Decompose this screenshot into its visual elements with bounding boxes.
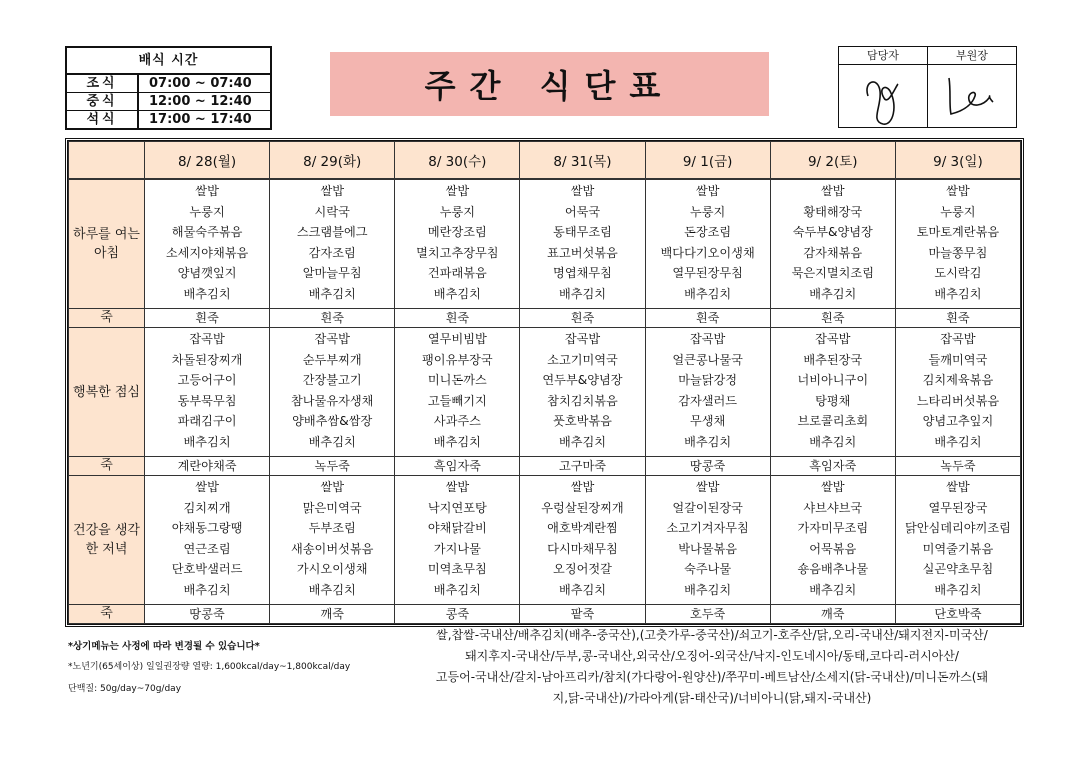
- menu-item: 쌀밥: [570, 480, 595, 494]
- menu-item: 단호박샐러드: [171, 562, 243, 577]
- menu-item: 배추김치: [433, 434, 481, 449]
- approval-box: [838, 46, 1017, 128]
- menu-item: 양념깻잎지: [177, 266, 237, 281]
- menu-item: 잡곡밥: [815, 332, 851, 346]
- menu-item: 알마늘무침: [302, 266, 362, 281]
- menu-item: 어묵볶음: [809, 541, 857, 556]
- menu-item: 배추김치: [308, 582, 356, 597]
- origin-line: 돼지후지-국내산/두부,콩-국내산,외국산/오징어-외국산/낙지-인도네시아/동태,코다리-러시아산/: [465, 649, 959, 663]
- menu-item: 오징어젓갈: [553, 562, 612, 577]
- juk-cell: 계란야채죽: [145, 457, 270, 476]
- meal-times-header: 배식 시간: [67, 48, 270, 75]
- lunch-cell: [270, 328, 395, 457]
- menu-item: 너비아니구이: [797, 373, 869, 388]
- menu-item: 배추김치: [684, 434, 732, 449]
- menu-item: 실곤약초무침: [922, 562, 994, 577]
- menu-item: 돈장조림: [684, 225, 732, 240]
- menu-item: 잡곡밥: [189, 332, 225, 346]
- menu-item: 명엽채무침: [553, 266, 612, 281]
- corner-cell: [69, 142, 145, 180]
- breakfast-cell: [645, 179, 770, 309]
- dinner-cell: [145, 476, 270, 605]
- nutrition-protein: 단백질: 50g/day~70g/day: [68, 684, 182, 694]
- meal-time-value: 12:00 ~ 12:40: [149, 94, 252, 109]
- menu-item: 황태해장국: [803, 204, 863, 219]
- menu-item: 열무된장국: [928, 500, 988, 515]
- menu-item: 간장불고기: [302, 373, 362, 388]
- juk-cell: 흰죽: [770, 309, 895, 328]
- juk-cell: 흰죽: [645, 309, 770, 328]
- change-notice: *상기메뉴는 사정에 따라 변경될 수 있습니다*: [68, 641, 260, 652]
- lunch-cell: [395, 328, 520, 457]
- menu-item: 고등어구이: [177, 373, 237, 388]
- menu-item: 건파래볶음: [427, 266, 487, 281]
- menu-item: 묵은지멸치조림: [791, 266, 874, 281]
- menu-item: 배추김치: [183, 286, 231, 301]
- menu-item: 소고기미역국: [547, 352, 618, 367]
- menu-item: 소고기겨자무침: [666, 521, 749, 536]
- signature-director: [928, 65, 1016, 127]
- day-header: 9/ 1(금): [645, 142, 770, 180]
- menu-item: 배추김치: [308, 434, 356, 449]
- signature-manager-icon: [848, 66, 918, 126]
- juk-cell: 녹두죽: [895, 457, 1020, 476]
- menu-item: 미역줄기볶음: [922, 541, 994, 556]
- menu-item: 숙주나물: [684, 562, 732, 577]
- menu-item: 닭안심데리야끼조림: [904, 521, 1011, 536]
- menu-item: 쌀밥: [195, 480, 219, 494]
- breakfast-cell: [395, 179, 520, 309]
- day-header: 8/ 28(월): [145, 142, 270, 180]
- menu-item: 쌀밥: [695, 184, 720, 198]
- menu-item: 배추김치: [183, 434, 231, 449]
- menu-item: 배추김치: [684, 582, 732, 597]
- menu-item: 스크램블에그: [296, 225, 368, 240]
- dinner-cell: [270, 476, 395, 605]
- menu-item: 쌀밥: [570, 184, 595, 198]
- menu-item: 해물숙주볶음: [171, 225, 243, 240]
- day-header: 8/ 30(수): [395, 142, 520, 180]
- lunch-row: [69, 328, 1021, 457]
- breakfast_juk-row: [69, 309, 1021, 328]
- day-header: 8/ 31(목): [520, 142, 645, 180]
- menu-item: 잡곡밥: [314, 332, 350, 346]
- menu-item: 감자조림: [308, 245, 356, 260]
- juk-cell: 흰죽: [270, 309, 395, 328]
- menu-item: 우렁살된장찌개: [541, 500, 624, 515]
- menu-item: 두부조림: [308, 521, 356, 536]
- menu-item: 낙지연포탕: [427, 500, 487, 515]
- menu-item: 토마토계란볶음: [916, 225, 1000, 240]
- menu-item: 배추된장국: [803, 352, 863, 367]
- dinner-cell: [770, 476, 895, 605]
- menu-item: 열무비빔밥: [427, 332, 487, 346]
- approval-header: 부원장: [928, 47, 1016, 65]
- juk-cell: 흰죽: [895, 309, 1020, 328]
- dinner-cell: [395, 476, 520, 605]
- juk-cell: 콩죽: [395, 605, 520, 624]
- menu-item: 동태무조림: [553, 225, 612, 240]
- lunch-cell: [645, 328, 770, 457]
- menu-item: 브로콜리초회: [797, 414, 869, 429]
- menu-item: 배추김치: [684, 286, 732, 301]
- menu-item: 사과주스: [433, 414, 481, 429]
- menu-item: 배추김치: [433, 286, 481, 301]
- origin-line: 쌀,찹쌀-국내산/배추김치(배추-중국산),(고춧가루-중국산)/쇠고기-호주산/닭,오리-국내산/돼지전지-미국산/: [436, 628, 988, 642]
- menu-item: 열무된장무침: [672, 266, 743, 281]
- juk-label: 죽: [69, 457, 145, 476]
- lunch-cell: [895, 328, 1020, 457]
- juk-cell: 팥죽: [520, 605, 645, 624]
- breakfast-cell: [270, 179, 395, 309]
- menu-item: 배추김치: [809, 434, 857, 449]
- menu-item: 백다다기오이생채: [660, 245, 755, 260]
- menu-item: 시락국: [314, 204, 350, 219]
- breakfast-row: [69, 179, 1021, 309]
- menu-item: 누룽지: [439, 204, 476, 219]
- juk-cell: 흰죽: [520, 309, 645, 328]
- menu-item: 고들빼기지: [427, 393, 487, 408]
- menu-item: 배추김치: [433, 582, 481, 597]
- menu-item: 누룽지: [189, 204, 225, 219]
- juk-cell: 호두죽: [645, 605, 770, 624]
- menu-item: 애호박계란찜: [547, 521, 618, 536]
- juk-cell: 땅콩죽: [645, 457, 770, 476]
- page-title: 주간 식단표: [330, 52, 769, 116]
- menu-item: 연근조림: [183, 541, 231, 556]
- menu-item: 맑은미역국: [302, 500, 362, 515]
- menu-item: 얼갈이된장국: [672, 500, 743, 515]
- menu-item: 양념고추잎지: [922, 414, 994, 429]
- dinner-label: 건강을 생각한 저녁: [69, 476, 145, 605]
- juk-cell: 흑임자죽: [770, 457, 895, 476]
- menu-item: 배추김치: [934, 434, 982, 449]
- menu-item: 배추김치: [809, 286, 857, 301]
- dinner-row: [69, 476, 1021, 605]
- meal-time-value: 17:00 ~ 17:40: [149, 112, 252, 127]
- menu-item: 배추김치: [934, 286, 982, 301]
- menu-item: 쌀밥: [821, 184, 845, 198]
- breakfast-label: 하루를 여는 아침: [69, 179, 145, 309]
- breakfast-cell: [520, 179, 645, 309]
- juk-cell: 고구마죽: [520, 457, 645, 476]
- menu-item: 김치제육볶음: [922, 373, 994, 388]
- menu-item: 얼큰콩나물국: [672, 352, 743, 367]
- menu-item: 야채동그랑땡: [171, 521, 243, 536]
- menu-item: 표고버섯볶음: [547, 245, 618, 260]
- menu-item: 메란장조림: [427, 225, 487, 240]
- meal-time-row: [67, 75, 270, 92]
- menu-item: 들깨미역국: [928, 352, 988, 367]
- juk-cell: 깨죽: [770, 605, 895, 624]
- menu-item: 숑음배추나물: [797, 562, 869, 577]
- menu-item: 마늘닭강정: [678, 373, 738, 388]
- dinner-cell: [645, 476, 770, 605]
- approval-col-manager: [839, 47, 927, 127]
- meal-time-label: 중식: [67, 93, 139, 110]
- menu-item: 배추김치: [558, 582, 607, 597]
- menu-item: 미역초무침: [427, 562, 487, 577]
- menu-item: 양배추쌈&쌈장: [292, 414, 373, 429]
- menu-item: 박나물볶음: [678, 541, 738, 556]
- menu-item: 차돌된장찌개: [171, 352, 243, 367]
- menu-item: 미니돈까스: [427, 373, 487, 388]
- origin-line: 지,닭-국내산)/가라아게(닭-태산국)/너비아니(닭,돼지-국내산): [552, 691, 872, 705]
- juk-cell: 흑임자죽: [395, 457, 520, 476]
- menu-item: 김치찌개: [183, 500, 231, 515]
- menu-item: 느타리버섯볶음: [916, 393, 1000, 408]
- meal-time-label: 조식: [67, 75, 139, 92]
- meal-time-label: 석식: [67, 111, 139, 128]
- menu-item: 참나물유자생채: [291, 393, 374, 408]
- menu-item: 누룽지: [940, 204, 976, 219]
- menu-item: 파래김구이: [177, 414, 237, 429]
- menu-item: 감자채볶음: [803, 245, 863, 260]
- meal-times-box: [65, 46, 272, 130]
- menu-item: 어묵국: [564, 204, 601, 219]
- lunch_juk-row: [69, 457, 1021, 476]
- menu-item: 가자미무조림: [797, 521, 869, 536]
- nutrition-calories: *노년기(65세이상) 일일권장량 열량: 1,600kcal/day~1,800kcal/day: [68, 662, 351, 672]
- menu-item: 쌀밥: [195, 184, 219, 198]
- menu-item: 배추김치: [308, 286, 356, 301]
- menu-item: 잡곡밥: [564, 332, 601, 346]
- juk-cell: 깨죽: [270, 605, 395, 624]
- dinner_juk-row: [69, 605, 1021, 624]
- juk-cell: 땅콩죽: [145, 605, 270, 624]
- menu-table: [65, 138, 1024, 627]
- juk-cell: 흰죽: [145, 309, 270, 328]
- menu-item: 쌀밥: [445, 184, 470, 198]
- menu-item: 쌀밥: [320, 184, 344, 198]
- menu-item: 쌀밥: [320, 480, 344, 494]
- lunch-cell: [145, 328, 270, 457]
- menu-item: 야채닭갈비: [427, 521, 487, 536]
- menu-item: 무생채: [689, 414, 726, 429]
- day-header-row: [69, 142, 1021, 180]
- breakfast-cell: [770, 179, 895, 309]
- lunch-cell: [520, 328, 645, 457]
- dinner-cell: [520, 476, 645, 605]
- footer-notes: [68, 640, 350, 696]
- menu-item: 배추김치: [934, 582, 982, 597]
- signature-director-icon: [937, 66, 1007, 126]
- juk-label: 죽: [69, 309, 145, 328]
- menu-item: 쌀밥: [946, 184, 970, 198]
- origin-info: [392, 625, 1032, 709]
- menu-item: 쌀밥: [445, 480, 470, 494]
- menu-item: 가시오이생채: [296, 562, 368, 577]
- origin-line: 고등어-국내산/갈치-남아프리카/참치(가다랑어-원양산)/쭈꾸미-베트남산/소세지(닭-국내산)/미니돈까스(돼: [435, 670, 989, 684]
- signature-manager: [839, 65, 927, 127]
- juk-cell: 단호박죽: [895, 605, 1020, 624]
- lunch-label: 행복한 점심: [69, 328, 145, 457]
- menu-item: 배추김치: [809, 582, 857, 597]
- meal-time-row: [67, 110, 270, 128]
- day-header: 9/ 3(일): [895, 142, 1020, 180]
- menu-item: 소세지야채볶음: [165, 245, 249, 260]
- menu-item: 누룽지: [689, 204, 726, 219]
- breakfast-cell: [895, 179, 1020, 309]
- menu-item: 동부묵무침: [177, 393, 237, 408]
- menu-item: 잡곡밥: [689, 332, 726, 346]
- menu-item: 새송이버섯볶음: [291, 541, 374, 556]
- menu-item: 연두부&양념장: [542, 373, 623, 388]
- menu-item: 잡곡밥: [940, 332, 976, 346]
- menu-item: 가지나물: [433, 541, 481, 556]
- menu-item: 숙두부&양념장: [792, 225, 873, 240]
- menu-item: 감자샐러드: [678, 393, 738, 408]
- menu-item: 쌀밥: [821, 480, 845, 494]
- menu-item: 도시락김: [934, 266, 982, 281]
- menu-item: 배추김치: [183, 582, 231, 597]
- menu-item: 마늘쫑무침: [928, 245, 988, 260]
- menu-item: 풋호박볶음: [553, 414, 612, 429]
- menu-item: 쌀밥: [946, 480, 970, 494]
- dinner-cell: [895, 476, 1020, 605]
- menu-item: 쌀밥: [695, 480, 720, 494]
- menu-item: 배추김치: [558, 434, 607, 449]
- day-header: 9/ 2(토): [770, 142, 895, 180]
- lunch-cell: [770, 328, 895, 457]
- menu-item: 샤브샤브국: [803, 500, 863, 515]
- menu-item: 참치김치볶음: [547, 393, 618, 408]
- menu-item: 탕평채: [815, 393, 851, 408]
- menu-item: 팽이유부장국: [422, 352, 493, 367]
- juk-cell: 흰죽: [395, 309, 520, 328]
- meal-time-row: [67, 92, 270, 110]
- menu-item: 배추김치: [558, 286, 607, 301]
- day-header: 8/ 29(화): [270, 142, 395, 180]
- juk-cell: 녹두죽: [270, 457, 395, 476]
- approval-col-director: [927, 47, 1016, 127]
- menu-item: 순두부찌개: [302, 352, 362, 367]
- menu-item: 멸치고추장무침: [416, 245, 499, 260]
- breakfast-cell: [145, 179, 270, 309]
- menu-item: 다시마채무침: [547, 541, 618, 556]
- approval-header: 담당자: [839, 47, 927, 65]
- meal-time-value: 07:00 ~ 07:40: [149, 76, 252, 91]
- juk-label: 죽: [69, 605, 145, 624]
